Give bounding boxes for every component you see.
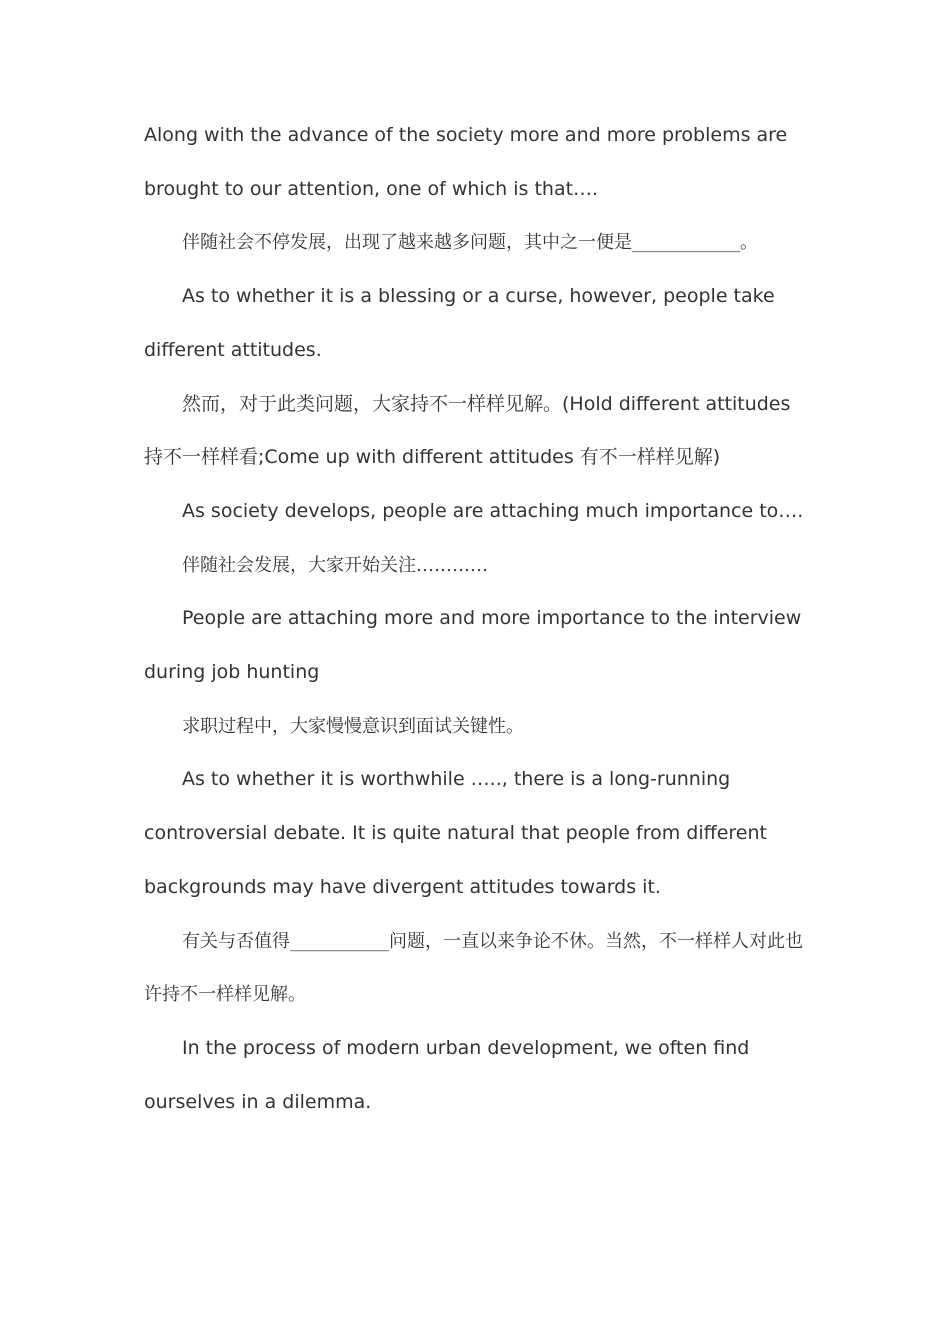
- paragraph-5: As society develops, people are attaching much importance to….: [182, 499, 804, 522]
- paragraph-1: Along with the advance of the society more and more problems are brought to our attention, one of which is that….: [144, 124, 788, 200]
- paragraph-7: People are attaching more and more importance to the interview during job hunting: [144, 607, 802, 684]
- paragraph-6: 伴随社会发展，大家开始关注…………: [182, 554, 488, 576]
- paragraph-9: As to whether it is worthwhile ….., there is a long-running controversial debate. It is quite natural that people from different backgrounds may have divergent attitudes towards it.: [144, 768, 767, 898]
- paragraph-2: 伴随社会不停发展，出现了越来越多问题，其中之一便是____________。: [182, 232, 758, 254]
- paragraph-4: 然而，对于此类问题，大家持不一样样见解。(Hold different attitudes 持不一样样看;Come up with different attitudes 有不一样样见解): [144, 392, 791, 469]
- paragraph-8: 求职过程中，大家慢慢意识到面试关键性。: [182, 715, 524, 737]
- paragraph-10: 有关与否值得___________问题，一直以来争论不休。当然，不一样样人对此也许持不一样样见解。: [144, 930, 803, 1006]
- document-body: [144, 109, 808, 1129]
- paragraph-3: As to whether it is a blessing or a curse, however, people take different attitudes.: [144, 285, 775, 361]
- paragraph-11: In the process of modern urban development, we often find ourselves in a dilemma.: [144, 1036, 750, 1113]
